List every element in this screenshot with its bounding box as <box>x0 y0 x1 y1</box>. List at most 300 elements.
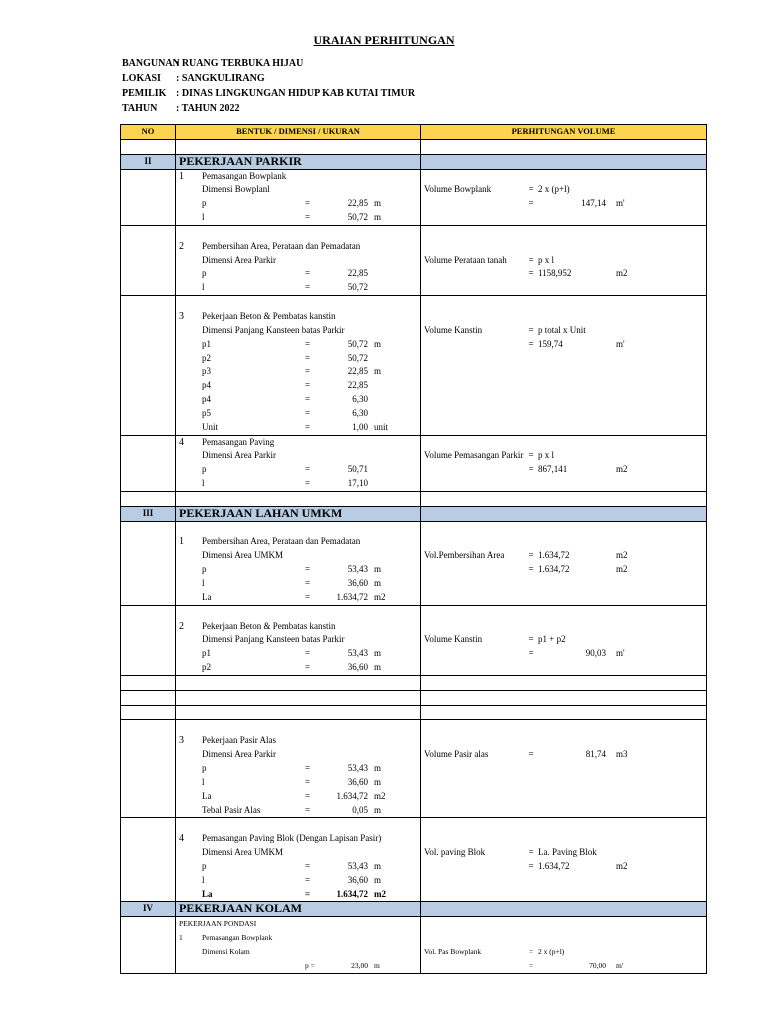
dimension-label: Dimensi Area Parkir <box>202 450 276 461</box>
volume-unit: m2 <box>616 860 628 871</box>
dimension-line <box>176 407 420 421</box>
volume-label: Vol. paving Blok <box>424 847 486 858</box>
equals-sign: = <box>305 421 311 432</box>
dimension-cell <box>176 267 421 281</box>
dimension-unit: m2 <box>374 888 386 899</box>
dimension-line <box>176 281 420 295</box>
equals-sign: = <box>528 450 534 461</box>
equals-sign: = <box>305 394 311 405</box>
dimension-unit: m2 <box>374 591 386 602</box>
volume-line <box>421 860 706 874</box>
dimension-line <box>176 379 420 393</box>
no-cell <box>121 874 176 888</box>
volume-line <box>421 267 706 281</box>
dimension-value: 50,72 <box>347 352 368 363</box>
volume-cell <box>421 393 707 407</box>
dimension-line <box>176 647 420 661</box>
table-row <box>121 762 707 776</box>
dimension-value: 1,00 <box>352 421 368 432</box>
dimension-value: 22,85 <box>347 366 368 377</box>
equals-sign: = <box>305 380 311 391</box>
dimension-label: Pekerjaan Beton & Pembatas kanstin <box>202 310 336 321</box>
dimension-line <box>176 832 420 846</box>
table-row <box>121 804 707 818</box>
volume-line <box>421 463 706 477</box>
volume-line <box>421 647 706 661</box>
dimension-line <box>176 563 420 577</box>
table-row <box>121 338 707 352</box>
table-row <box>121 633 707 647</box>
volume-cell <box>421 832 707 846</box>
volume-cell <box>421 240 707 254</box>
equals-sign: = <box>305 564 311 575</box>
dimension-cell <box>176 310 421 324</box>
volume-cell <box>421 365 707 379</box>
dimension-cell <box>176 959 421 973</box>
volume-cell <box>421 407 707 421</box>
table-row <box>121 577 707 591</box>
info-bangunan: BANGUNAN: RUANG TERBUKA HIJAU <box>122 58 304 69</box>
no-cell <box>121 605 176 619</box>
equals-sign: = <box>528 464 534 475</box>
volume-cell <box>421 748 707 762</box>
table-row <box>121 491 707 506</box>
no-cell <box>121 860 176 874</box>
volume-cell <box>421 790 707 804</box>
no-cell <box>121 254 176 268</box>
table-row <box>121 463 707 477</box>
equals-sign: = <box>305 874 311 885</box>
volume-cell <box>421 762 707 776</box>
dimension-value: 36,60 <box>347 776 368 787</box>
no-cell <box>121 734 176 748</box>
volume-value: 159,74 <box>538 338 563 349</box>
dimension-label: p <box>202 860 207 871</box>
dimension-cell <box>176 549 421 563</box>
dimension-label: Pembersihan Area, Perataan dan Pemadatan <box>202 240 361 251</box>
dimension-label: l <box>202 212 205 223</box>
no-cell <box>121 762 176 776</box>
dimension-cell <box>176 860 421 874</box>
no-cell <box>121 675 176 690</box>
dimension-label: Pekerjaan Beton & Pembatas kanstin <box>202 620 336 631</box>
volume-label: Volume Kanstin <box>424 634 483 645</box>
volume-cell <box>421 296 707 310</box>
equals-sign: = <box>305 282 311 293</box>
item-number: 2 <box>179 620 184 632</box>
dimension-label: Pekerjaan Pasir Alas <box>202 735 276 746</box>
dimension-label: p3 <box>202 366 211 377</box>
equals-sign: = <box>528 338 534 349</box>
volume-value: p1 + p2 <box>538 634 566 645</box>
volume-cell <box>421 225 707 239</box>
equals-sign: = <box>305 648 311 659</box>
section-title: PEKERJAAN PARKIR <box>176 154 421 169</box>
dimension-value: 1.634,72 <box>336 790 368 801</box>
item-number: 4 <box>179 833 184 845</box>
volume-unit: m' <box>616 648 625 659</box>
dimension-line <box>176 463 420 477</box>
equals-sign: = <box>528 634 534 645</box>
dimension-value: 53,43 <box>347 860 368 871</box>
info-pemilik: PEMILIK : DINAS LINGKUNGAN HIDUP KAB KUTAI TIMUR <box>122 88 416 99</box>
dimension-label: Dimensi Area UMKM <box>202 550 283 561</box>
dimension-cell <box>176 435 421 449</box>
equals-sign: = <box>528 268 534 279</box>
no-cell <box>121 338 176 352</box>
no-cell <box>121 620 176 634</box>
volume-label: Volume Pasir alas <box>424 749 489 760</box>
no-cell <box>121 296 176 310</box>
dimension-label: l <box>202 282 205 293</box>
table-row <box>121 832 707 846</box>
equals-sign: = <box>305 464 311 475</box>
volume-cell <box>421 352 707 366</box>
dimension-cell <box>176 874 421 888</box>
dimension-cell <box>176 324 421 338</box>
volume-unit: m' <box>616 198 625 209</box>
document-title: URAIAN PERHITUNGAN <box>313 33 455 47</box>
volume-cell <box>421 421 707 435</box>
dimension-label: p5 <box>202 407 211 418</box>
volume-unit: m2 <box>616 464 628 475</box>
volume-cell <box>421 902 707 917</box>
dimension-value: 36,60 <box>347 578 368 588</box>
dimension-line <box>176 860 420 874</box>
equals-sign: = <box>305 591 311 602</box>
info-lokasi: LOKASI : SANGKULIRANG <box>122 73 265 84</box>
volume-cell <box>421 197 707 211</box>
dimension-line <box>176 254 420 268</box>
item-number: 1 <box>179 170 184 182</box>
volume-line <box>421 197 706 211</box>
dimension-cell <box>176 197 421 211</box>
table-row <box>121 647 707 661</box>
dimension-cell <box>176 281 421 295</box>
no-cell <box>121 591 176 605</box>
table-row <box>121 477 707 491</box>
section-number: IV <box>121 902 176 917</box>
equals-sign: = <box>528 564 534 575</box>
volume-line <box>421 324 706 338</box>
volume-value: 1.634,72 <box>538 860 570 871</box>
dimension-cell <box>176 393 421 407</box>
equals-sign: = <box>305 662 311 673</box>
dimension-unit: m <box>374 776 382 787</box>
dimension-label: p2 <box>202 662 211 673</box>
equals-sign: = <box>305 762 311 773</box>
no-cell <box>121 449 176 463</box>
dimension-line <box>176 790 420 804</box>
table-row <box>121 860 707 874</box>
section-number: III <box>121 506 176 521</box>
dimension-value: 50,72 <box>347 282 368 293</box>
dimension-cell <box>176 591 421 605</box>
no-cell <box>121 888 176 902</box>
dimension-value: 6,30 <box>352 394 368 405</box>
dimension-unit: m <box>374 212 382 223</box>
no-cell <box>121 324 176 338</box>
table-row <box>121 254 707 268</box>
dimension-value: 36,60 <box>347 662 368 673</box>
no-cell <box>121 577 176 591</box>
volume-line <box>421 633 706 647</box>
volume-cell <box>421 183 707 197</box>
volume-cell <box>421 281 707 295</box>
dimension-label: Tebal Pasir Alas <box>202 804 261 815</box>
dimension-label: p2 <box>202 352 211 363</box>
dimension-value: 53,43 <box>347 648 368 659</box>
volume-cell <box>421 535 707 549</box>
volume-cell <box>421 705 707 720</box>
table-row <box>121 521 707 535</box>
section-row <box>121 154 707 169</box>
equals-sign: = <box>528 960 534 970</box>
dimension-line <box>176 338 420 352</box>
dimension-label: Dimensi Area UMKM <box>202 847 283 858</box>
volume-value: p total x Unit <box>538 324 586 335</box>
table-row <box>121 197 707 211</box>
volume-unit: m' <box>616 960 624 970</box>
volume-cell <box>421 379 707 393</box>
equals-sign: = <box>305 860 311 871</box>
dimension-unit: m <box>374 804 382 815</box>
dimension-line <box>176 804 420 818</box>
volume-cell <box>421 463 707 477</box>
dimension-line <box>176 874 420 888</box>
dimension-cell <box>176 647 421 661</box>
dimension-line <box>176 240 420 254</box>
volume-cell <box>421 506 707 521</box>
equals-sign: = <box>528 550 534 561</box>
volume-line <box>421 338 706 352</box>
volume-value: 81,74 <box>585 749 606 760</box>
dimension-cell <box>176 661 421 675</box>
section-row <box>121 902 707 917</box>
no-cell <box>121 183 176 197</box>
volume-line <box>421 959 706 973</box>
volume-value: 1.634,72 <box>538 564 570 575</box>
dimension-line <box>176 591 420 605</box>
equals-sign: = <box>305 776 311 787</box>
table-row <box>121 818 707 832</box>
table-row <box>121 407 707 421</box>
dimension-line <box>176 436 420 450</box>
volume-cell <box>421 931 707 945</box>
table-row <box>121 888 707 902</box>
dimension-unit: m2 <box>374 790 386 801</box>
equals-sign: = <box>305 888 311 899</box>
no-cell <box>121 647 176 661</box>
no-cell <box>121 931 176 945</box>
no-cell <box>121 748 176 762</box>
dimension-cell <box>176 762 421 776</box>
volume-cell <box>421 449 707 463</box>
volume-cell <box>421 577 707 591</box>
table-row <box>121 310 707 324</box>
equals-sign: = <box>528 847 534 858</box>
dimension-value: 22,85 <box>347 268 368 279</box>
dimension-cell <box>176 720 421 734</box>
table-row <box>121 705 707 720</box>
volume-cell <box>421 154 707 169</box>
dimension-label: Pembersihan Area, Perataan dan Pemadatan <box>202 536 361 547</box>
no-cell <box>121 776 176 790</box>
no-cell <box>121 491 176 506</box>
no-cell <box>121 959 176 973</box>
dimension-label: p1 <box>202 648 211 659</box>
section-number: II <box>121 154 176 169</box>
no-cell <box>121 139 176 154</box>
table-row <box>121 365 707 379</box>
dimension-value: 50,71 <box>347 464 368 475</box>
volume-cell <box>421 211 707 225</box>
dimension-label: l <box>202 776 205 787</box>
dimension-label: La <box>202 591 212 602</box>
volume-unit: m2 <box>616 268 628 279</box>
dimension-line <box>176 324 420 338</box>
equals-sign: = <box>305 790 311 801</box>
volume-cell <box>421 491 707 506</box>
dimension-line <box>176 762 420 776</box>
dimension-unit: m <box>374 874 382 885</box>
equals-sign: = <box>305 407 311 418</box>
dimension-unit: m <box>374 960 380 970</box>
volume-cell <box>421 860 707 874</box>
no-cell <box>121 211 176 225</box>
dimension-unit: m <box>374 198 382 209</box>
no-cell <box>121 521 176 535</box>
dimension-line <box>176 170 420 184</box>
dimension-cell <box>176 521 421 535</box>
dimension-cell <box>176 776 421 790</box>
dimension-cell <box>176 169 421 183</box>
dimension-label: La <box>202 790 212 801</box>
dimension-label: Pemasangan Bowplank <box>202 933 273 943</box>
no-cell <box>121 267 176 281</box>
dimension-line <box>176 633 420 647</box>
dimension-cell <box>176 463 421 477</box>
volume-cell <box>421 477 707 491</box>
volume-cell <box>421 818 707 832</box>
no-cell <box>121 352 176 366</box>
dimension-cell <box>176 254 421 268</box>
no-cell <box>121 407 176 421</box>
dimension-cell <box>176 477 421 491</box>
item-number: 3 <box>179 310 184 322</box>
dimension-cell <box>176 139 421 154</box>
dimension-unit: m <box>374 578 382 588</box>
dimension-line <box>176 267 420 281</box>
volume-line <box>421 549 706 563</box>
dimension-label: p4 <box>202 394 211 405</box>
dimension-line <box>176 352 420 366</box>
volume-cell <box>421 661 707 675</box>
dimension-value: 17,10 <box>347 478 368 489</box>
volume-line <box>421 563 706 577</box>
project-info <box>122 56 415 116</box>
table-row <box>121 748 707 762</box>
volume-line <box>421 183 706 197</box>
volume-cell <box>421 804 707 818</box>
dimension-label: p4 <box>202 380 211 391</box>
volume-label: Volume Perataan tanah <box>424 254 507 265</box>
table-row <box>121 874 707 888</box>
no-cell <box>121 661 176 675</box>
dimension-value: 36,60 <box>347 874 368 885</box>
dimension-line <box>176 620 420 634</box>
volume-value: 70,00 <box>589 960 606 970</box>
dimension-value: 6,30 <box>352 407 368 418</box>
no-cell <box>121 197 176 211</box>
dimension-label: l <box>202 578 205 588</box>
no-cell <box>121 549 176 563</box>
equals-sign: = <box>528 946 534 956</box>
volume-cell <box>421 549 707 563</box>
volume-cell <box>421 435 707 449</box>
dimension-unit: m <box>374 860 382 871</box>
dimension-cell <box>176 734 421 748</box>
dimension-cell <box>176 931 421 945</box>
dimension-label: Pemasangan Paving <box>202 436 275 447</box>
dimension-cell <box>176 605 421 619</box>
volume-value: 1.634,72 <box>538 550 570 561</box>
dimension-label: Unit <box>202 421 219 432</box>
volume-cell <box>421 917 707 931</box>
table-row <box>121 211 707 225</box>
dimension-line <box>176 577 420 591</box>
no-cell <box>121 463 176 477</box>
no-cell <box>121 310 176 324</box>
volume-cell <box>421 874 707 888</box>
table-row <box>121 605 707 619</box>
no-cell <box>121 690 176 705</box>
volume-line <box>421 449 706 463</box>
dimension-line <box>176 421 420 435</box>
equals-sign: = <box>305 268 311 279</box>
volume-unit: m' <box>616 338 625 349</box>
volume-cell <box>421 633 707 647</box>
table-row <box>121 139 707 154</box>
volume-cell <box>421 139 707 154</box>
dimension-value: 23,00 <box>351 960 368 970</box>
volume-cell <box>421 620 707 634</box>
no-cell <box>121 563 176 577</box>
volume-cell <box>421 324 707 338</box>
volume-line <box>421 846 706 860</box>
table-row <box>121 959 707 973</box>
dimension-line <box>176 211 420 225</box>
table-row <box>121 296 707 310</box>
volume-unit: m3 <box>616 749 628 760</box>
dimension-line <box>176 535 420 549</box>
no-cell <box>121 281 176 295</box>
volume-cell <box>421 720 707 734</box>
volume-cell <box>421 690 707 705</box>
dimension-line <box>176 449 420 463</box>
dimension-line <box>176 846 420 860</box>
equals-sign: = <box>305 198 311 209</box>
volume-cell <box>421 945 707 959</box>
no-cell <box>121 393 176 407</box>
table-row <box>121 675 707 690</box>
section-row <box>121 506 707 521</box>
volume-cell <box>421 605 707 619</box>
volume-label: Volume Kanstin <box>424 324 483 335</box>
dimension-label: p <box>202 198 207 209</box>
volume-value: 1158,952 <box>538 268 572 279</box>
item-number: 4 <box>179 436 184 448</box>
